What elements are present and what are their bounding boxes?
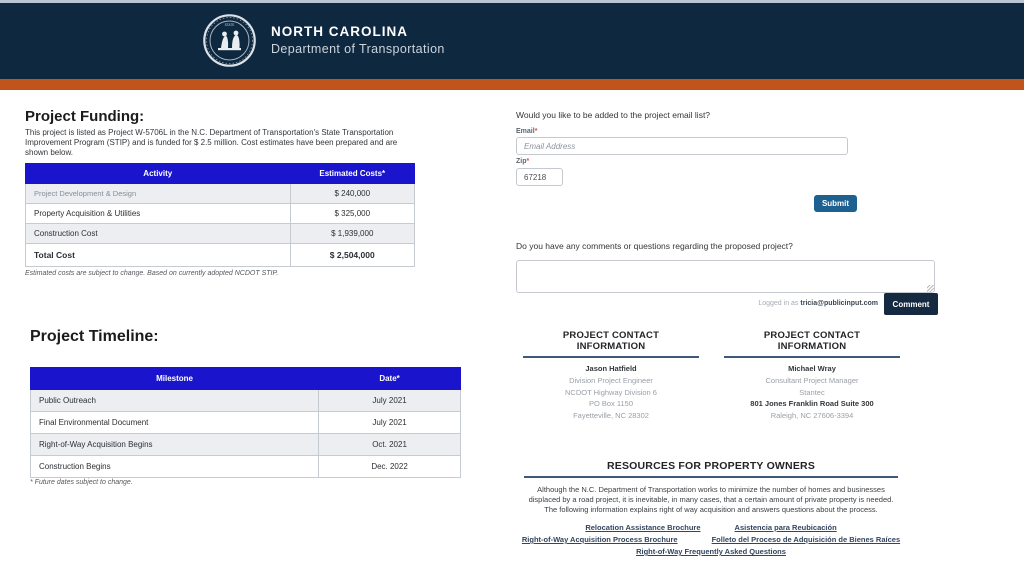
comment-button[interactable]: Comment <box>884 293 938 315</box>
logged-in-email: tricia@publicinput.com <box>800 300 878 307</box>
timeline-date-cell: Dec. 2022 <box>319 456 461 478</box>
zip-field-label <box>516 158 529 165</box>
funding-total-row <box>26 244 415 267</box>
timeline-milestone-cell: Right-of-Way Acquisition Begins <box>31 434 319 456</box>
link-row <box>516 534 906 545</box>
funding-activity-cell: Construction Cost <box>26 224 291 244</box>
resources-body-text: Although the N.C. Department of Transportation works to minimize the number of homes and businesses displaced by a road project, it is inevitable, in many cases, that a certain amount of private property is needed. The following information explains right of way acquisition and answers questions about the process. <box>528 485 894 514</box>
table-row <box>31 412 461 434</box>
timeline-col-date: Date* <box>319 368 461 390</box>
project-contact-block-1 <box>516 330 706 421</box>
resources-section <box>516 460 906 557</box>
timeline-table-header-row <box>31 368 461 390</box>
table-row <box>26 204 415 224</box>
funding-intro-text: This project is listed as Project W-5706L in the N.C. Department of Transportation's State Transportation Improvement Program (STIP) and is funded for $ 2.5 million. Cost estimates have been prepared and are shown below. <box>25 128 398 157</box>
zip-input[interactable] <box>516 168 563 186</box>
contact-heading-line1: PROJECT CONTACT <box>562 330 660 341</box>
timeline-milestone-cell: Public Outreach <box>31 390 319 412</box>
contact-heading <box>516 330 706 352</box>
table-row <box>26 224 415 244</box>
timeline-date-cell: Oct. 2021 <box>319 434 461 456</box>
funding-footnote: Estimated costs are subject to change. Based on currently adopted NCDOT STIP. <box>25 270 279 277</box>
contact-address-line: Fayetteville, NC 28302 <box>573 410 649 420</box>
org-department: Department of Transportation <box>271 42 445 56</box>
email-label-text: Email <box>516 128 535 135</box>
link-folleto-del-proceso[interactable]: Folleto del Proceso de Adquisición de Bienes Raíces <box>711 535 901 544</box>
required-asterisk: * <box>526 158 530 165</box>
timeline-heading: Project Timeline: <box>30 328 159 345</box>
resources-heading: RESOURCES FOR PROPERTY OWNERS <box>606 460 816 472</box>
contact-heading-rule <box>523 356 699 358</box>
zip-label-text: Zip <box>516 158 527 165</box>
timeline-milestone-cell: Final Environmental Document <box>31 412 319 434</box>
funding-table-header-row <box>26 164 415 184</box>
funding-heading: Project Funding: <box>25 108 145 125</box>
header-banner <box>0 3 1024 79</box>
resources-links <box>516 522 906 557</box>
submit-button[interactable]: Submit <box>814 195 857 212</box>
svg-text:STATE: STATE <box>224 23 235 27</box>
email-field-label <box>516 128 537 135</box>
project-contact-block-2 <box>717 330 907 421</box>
contact-org: Stantec <box>799 387 825 397</box>
comment-question: Do you have any comments or questions regarding the proposed project? <box>516 241 793 251</box>
contact-org: NCDOT Highway Division 6 <box>565 387 657 397</box>
timeline-col-milestone: Milestone <box>31 368 319 390</box>
funding-cost-cell: $ 240,000 <box>290 184 414 204</box>
funding-total-label: Total Cost <box>26 244 291 267</box>
textarea-resize-handle-icon[interactable] <box>927 285 934 292</box>
contact-title: Division Project Engineer <box>569 376 653 385</box>
logged-in-prefix: Logged in as <box>758 300 801 307</box>
table-row <box>31 434 461 456</box>
timeline-table <box>30 367 461 478</box>
funding-col-activity: Activity <box>26 164 291 184</box>
funding-activity-cell: Project Development & Design <box>26 184 291 204</box>
required-asterisk: * <box>534 128 538 135</box>
funding-table <box>25 163 415 267</box>
contact-address-line: 801 Jones Franklin Road Suite 300 <box>750 399 874 408</box>
contact-heading-rule <box>724 356 900 358</box>
funding-total-value: $ 2,504,000 <box>290 244 414 267</box>
nc-state-seal-icon <box>203 14 256 67</box>
funding-activity-cell: Property Acquisition & Utilities <box>26 204 291 224</box>
contact-name: Jason Hatfield <box>585 364 637 373</box>
timeline-date-cell: July 2021 <box>319 412 461 434</box>
funding-cost-cell: $ 325,000 <box>290 204 414 224</box>
timeline-milestone-cell: Construction Begins <box>31 456 319 478</box>
link-relocation-assistance-brochure[interactable]: Relocation Assistance Brochure <box>585 523 701 532</box>
email-list-question: Would you like to be added to the project email list? <box>516 110 711 120</box>
link-row <box>516 522 906 533</box>
funding-cost-cell: $ 1,939,000 <box>290 224 414 244</box>
contact-heading-line2: INFORMATION <box>777 341 847 352</box>
link-asistencia-para-reubicacion[interactable]: Asistencia para Reubicación <box>734 523 837 532</box>
table-row <box>31 456 461 478</box>
contact-heading-line1: PROJECT CONTACT <box>763 330 861 341</box>
accent-divider <box>0 79 1024 90</box>
contact-address-line: Raleigh, NC 27606-3394 <box>770 410 854 420</box>
logged-in-status <box>516 300 878 307</box>
comment-textarea[interactable] <box>516 260 935 293</box>
contact-name: Michael Wray <box>788 364 836 373</box>
timeline-date-cell: July 2021 <box>319 390 461 412</box>
brand-block <box>271 24 445 56</box>
table-row <box>26 184 415 204</box>
contact-title: Consultant Project Manager <box>765 376 859 385</box>
link-row-faq[interactable]: Right-of-Way Frequently Asked Questions <box>636 547 786 556</box>
contact-address-line: PO Box 1150 <box>588 399 634 408</box>
table-row <box>31 390 461 412</box>
timeline-footnote: * Future dates subject to change. <box>30 479 133 486</box>
link-row <box>516 546 906 557</box>
link-row-acquisition-process-brochure[interactable]: Right-of-Way Acquisition Process Brochure <box>521 535 678 544</box>
contact-heading <box>717 330 907 352</box>
funding-col-costs: Estimated Costs* <box>290 164 414 184</box>
email-input[interactable] <box>516 137 848 155</box>
org-name: NORTH CAROLINA <box>271 24 408 39</box>
contact-heading-line2: INFORMATION <box>576 341 646 352</box>
resources-heading-rule <box>524 476 898 478</box>
